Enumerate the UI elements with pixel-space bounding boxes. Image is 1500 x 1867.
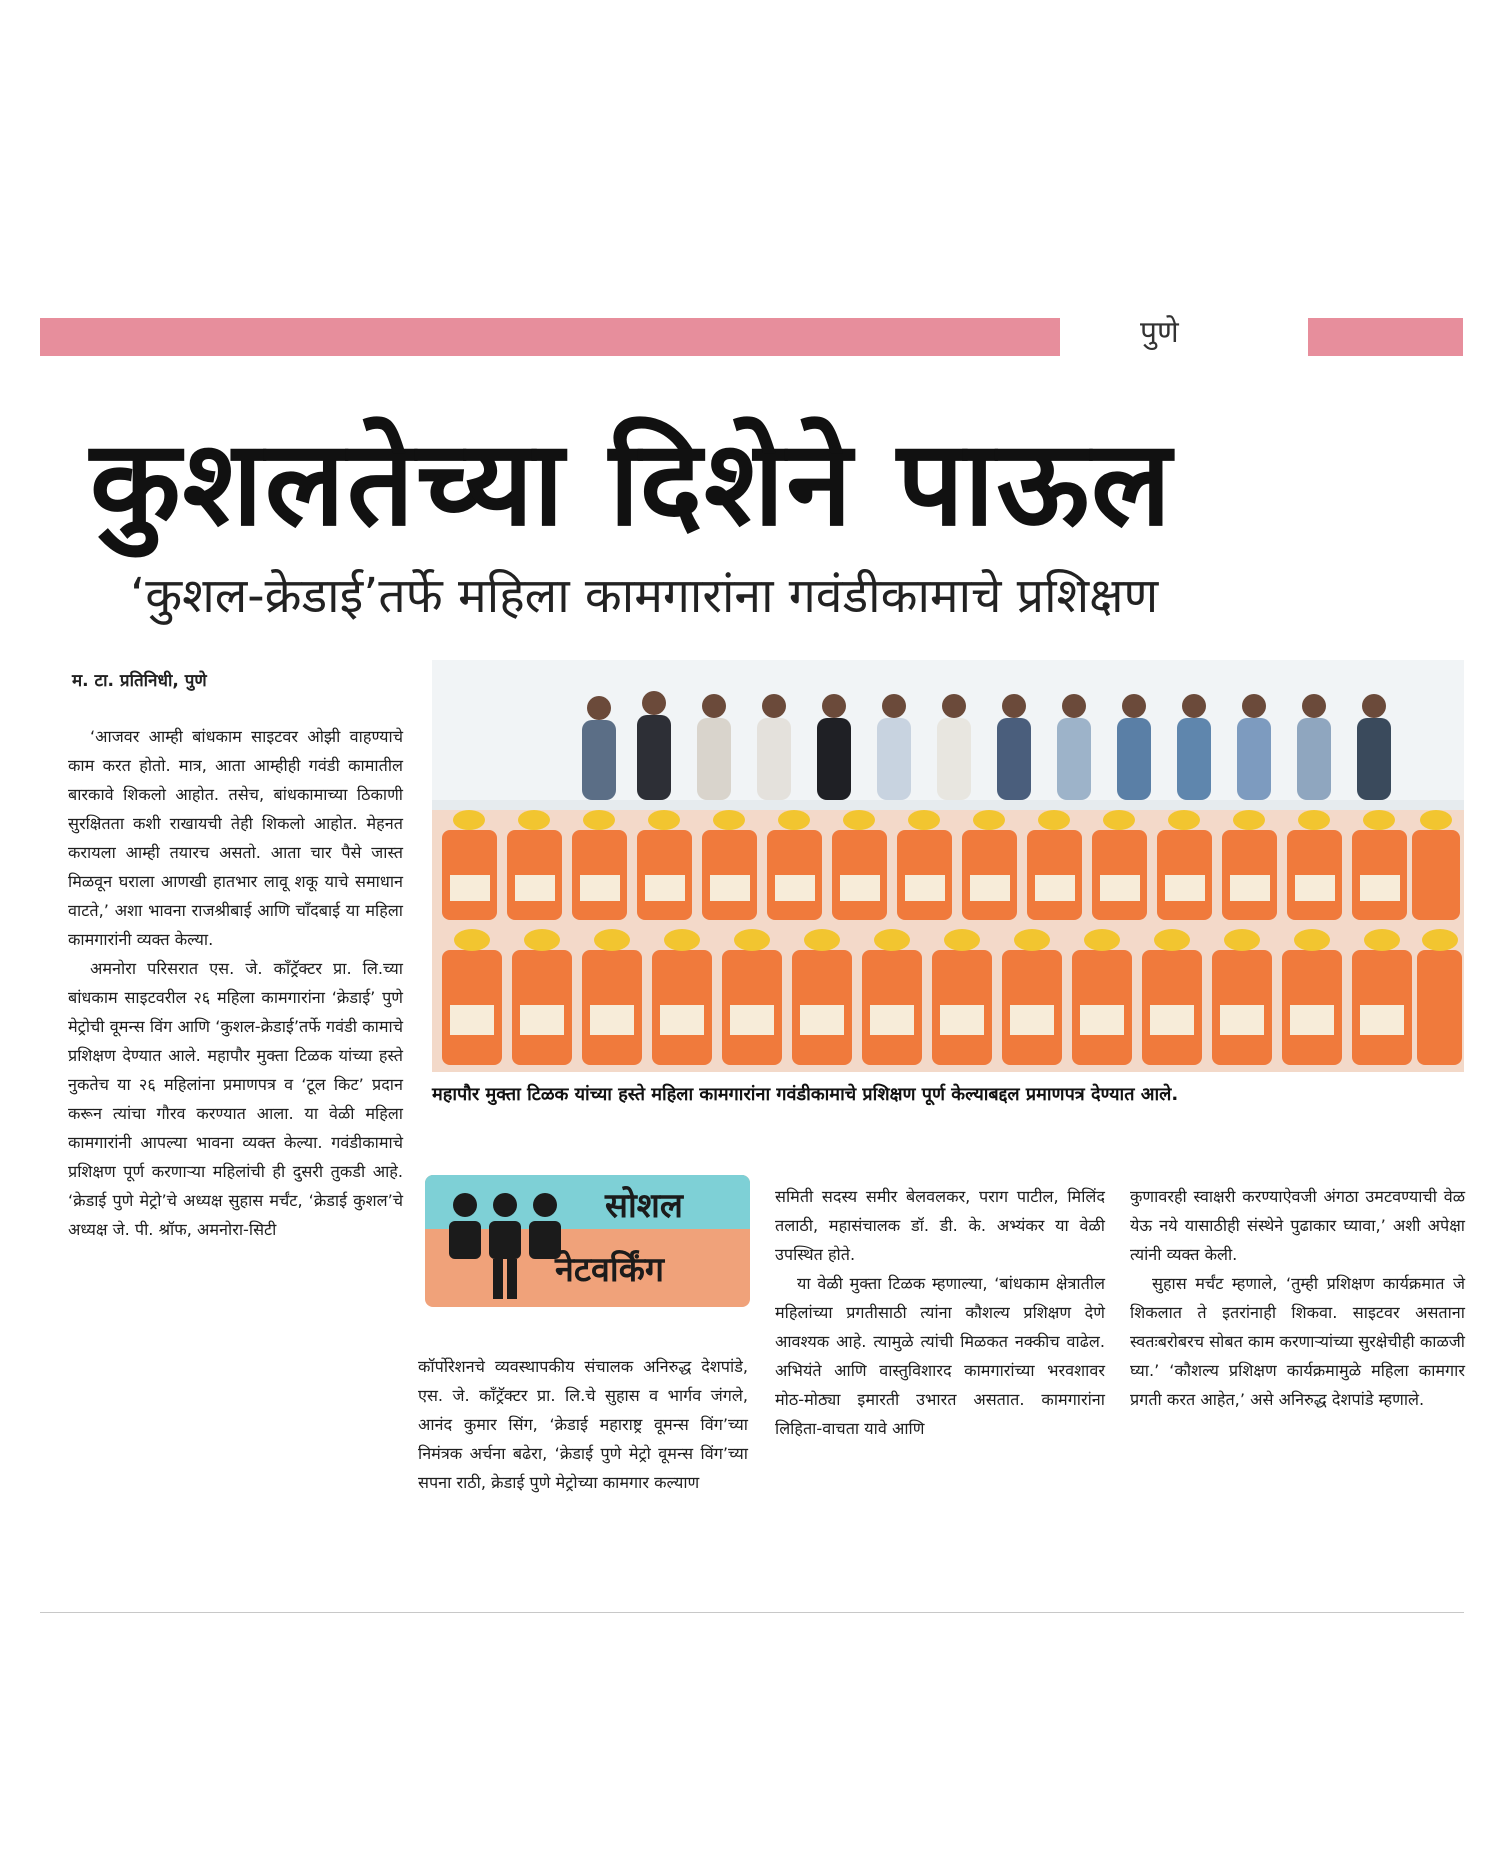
paragraph: सुहास मर्चंट म्हणाले, ‘तुम्ही प्रशिक्षण कार्यक्रमात जे शिकलात ते इतरांनाही शिकवा. साइटवर असताना स्वतःबरोबरच सोबत काम करणाऱ्यांच्या सुरक्षेचीही काळजी घ्या.’ ‘कौशल्य प्रशिक्षण कार्यक्रमामुळे महिला कामगार प्रगती करत आहेत,’ असे अनिरुद्ध देशपांडे म्हणाले. — [1130, 1274, 1465, 1409]
article-column-3 — [775, 1182, 1105, 1443]
masthead-bar-left — [40, 318, 1060, 356]
people-group-icon — [435, 1183, 575, 1303]
group-photo-illustration — [432, 660, 1464, 1072]
subheadline: ‘कुशल-क्रेडाई’तर्फे महिला कामगारांना गवंडीकामाचे प्रशिक्षण — [130, 568, 1159, 624]
logo-text-line1: सोशल — [605, 1186, 683, 1226]
social-networking-logo — [425, 1175, 750, 1307]
article-column-4 — [1130, 1182, 1465, 1414]
logo-text-line2: नेटवर्किंग — [555, 1250, 664, 1290]
paragraph: कॉर्पोरेशनचे व्यवस्थापकीय संचालक अनिरुद्ध देशपांडे, एस. जे. काँट्रॅक्टर प्रा. लि.चे सुहास व भार्गव जंगले, आनंद कुमार सिंग, ‘क्रेडाई महाराष्ट्र वूमन्स विंग’च्या निमंत्रक अर्चना बढेरा, ‘क्रेडाई पुणे मेट्रो वूमन्स विंग’च्या सपना राठी, क्रेडाई पुणे मेट्रोच्या कामगार कल्याण — [418, 1357, 748, 1492]
paragraph: समिती सदस्य समीर बेलवलकर, पराग पाटील, मिलिंद तलाठी, महासंचालक डॉ. डी. के. अभ्यंकर या वेळी उपस्थित होते. — [775, 1187, 1105, 1264]
masthead-bar-right — [1308, 318, 1463, 356]
paragraph: कुणावरही स्वाक्षरी करण्याऐवजी अंगठा उमटवण्याची वेळ येऊ नये यासाठीही संस्थेने पुढाकार घ्यावा,’ अशी अपेक्षा त्यांनी व्यक्त केली. — [1130, 1187, 1465, 1264]
article-column-2 — [418, 1352, 748, 1497]
group-photo — [432, 660, 1464, 1072]
edition-label: पुणे — [1140, 315, 1179, 350]
article-column-1 — [68, 722, 403, 1244]
byline: म. टा. प्रतिनिधी, पुणे — [72, 671, 207, 691]
paragraph: अमनोरा परिसरात एस. जे. काँट्रॅक्टर प्रा. लि.च्या बांधकाम साइटवरील २६ महिला कामगारांना ‘क्रेडाई’ पुणे मेट्रोची वूमन्स विंग आणि ‘कुशल-क्रेडाई’तर्फे गवंडी कामाचे प्रशिक्षण देण्यात आले. महापौर मुक्ता टिळक यांच्या हस्ते नुकतेच या २६ महिलांना प्रमाणपत्र व ‘टूल किट’ प्रदान करून त्यांचा गौरव करण्यात आला. या वेळी महिला कामगारांनी आपल्या भावना व्यक्त केल्या. गवंडीकामाचे प्रशिक्षण पूर्ण करणाऱ्या महिलांची ही दुसरी तुकडी आहे. ‘क्रेडाई पुणे मेट्रो’चे अध्यक्ष सुहास मर्चंट, ‘क्रेडाई कुशल’चे अध्यक्ष जे. पी. श्रॉफ, अमनोरा-सिटी — [68, 959, 403, 1239]
headline: कुशलतेच्या दिशेने पाऊल — [90, 414, 1174, 552]
bottom-rule — [40, 1612, 1464, 1613]
paragraph: या वेळी मुक्ता टिळक म्हणाल्या, ‘बांधकाम क्षेत्रातील महिलांच्या प्रगतीसाठी त्यांना कौशल्य प्रशिक्षण देणे आवश्यक आहे. त्यामुळे त्यांची मिळकत नक्कीच वाढेल. अभियंते आणि वास्तुविशारद कामगारांच्या भरवशावर मोठ-मोठ्या इमारती उभारत असतात. कामगारांना लिहिता-वाचता यावे आणि — [775, 1274, 1105, 1438]
photo-caption: महापौर मुक्ता टिळक यांच्या हस्ते महिला कामगारांना गवंडीकामाचे प्रशिक्षण पूर्ण केल्याबद्दल प्रमाणपत्र देण्यात आले. — [432, 1084, 1179, 1105]
paragraph: ‘आजवर आम्ही बांधकाम साइटवर ओझी वाहण्याचे काम करत होतो. मात्र, आता आम्हीही गवंडी कामातील बारकावे शिकलो आहोत. तसेच, बांधकामाच्या ठिकाणी सुरक्षितता कशी राखायची तेही शिकलो आहोत. मेहनत करायला आम्ही तयारच असतो. आता चार पैसे जास्त मिळवून घराला आणखी हातभार लावू शकू याचे समाधान वाटते,’ अशा भावना राजश्रीबाई आणि चाँदबाई या महिला कामगारांनी व्यक्त केल्या. — [68, 727, 403, 949]
